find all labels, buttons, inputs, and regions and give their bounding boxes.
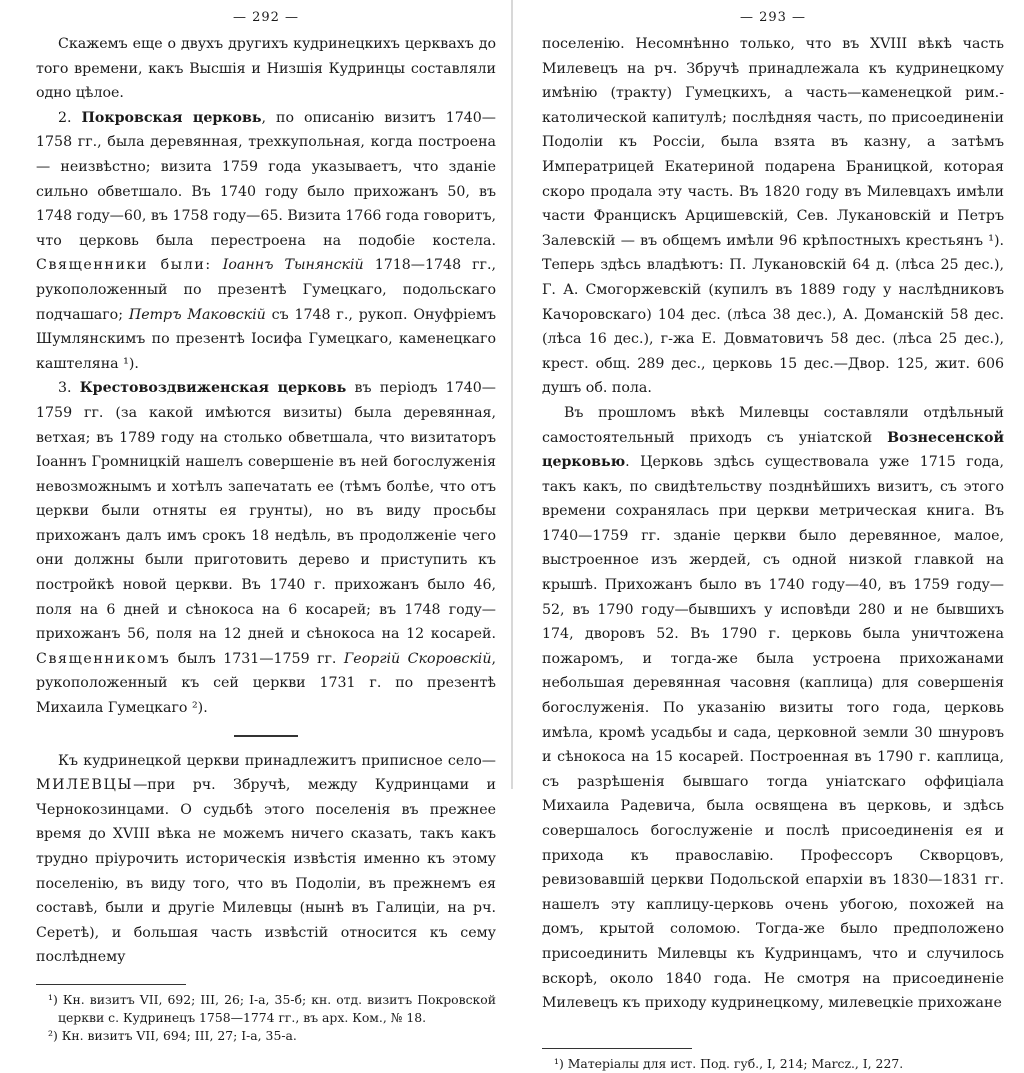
section-separator	[234, 735, 298, 737]
footnote: ¹) Кн. визитъ VII, 692; III, 26; I-а, 35-б; кн. отд. визитъ Покровской церкви с. Кудринецъ 1758—1774 гг., въ арх. Ком., № 18.	[48, 991, 496, 1025]
church-name: Вознесенской церковью	[542, 429, 1004, 471]
footnote-rule	[542, 1048, 692, 1049]
page-body	[36, 32, 496, 970]
footnote-rule	[36, 984, 186, 985]
section-heading: Крестовоздвиженская церковь	[79, 380, 347, 397]
left-page	[0, 0, 512, 1043]
right-page	[512, 0, 1024, 1071]
paragraph: 3. Крестовоздвиженская церковь въ періодъ 1740—1759 гг. (за какой имѣются визиты) была деревянная, ветхая; въ 1789 году на столько обветшала, что визитаторъ Іоаннъ Громницкій нашелъ совершеніе въ ней богослуженія невозможнымъ и хотѣлъ запечатать ее (тѣмъ болѣе, что отъ церкви были отняты ея грунты), но въ виду просьбы прихожанъ далъ имъ срокъ 18 недѣль, въ продолженіе чего они должны были приготовить дерево и приступить къ постройкѣ новой церкви. Въ 1740 г. прихожанъ было 46, поля на 6 дней и сѣнокоса на 6 косарей; въ 1748 году—прихожанъ 56, поля на 12 дней и сѣнокоса на 12 косарей. Священникомъ былъ 1731—1759 гг. Георгій Скоровскій, рукоположенный къ сей церкви 1731 г. по презентѣ Михаила Гумецкаго ²).	[36, 380, 496, 717]
paragraph: Скажемъ еще о двухъ другихъ кудринецкихъ церквахъ до того времени, какъ Высшія и Низшія Кудринцы составляли одно цѣлое.	[36, 36, 496, 102]
person-name: Іоаннъ Тынянскій	[222, 257, 364, 274]
footnote: ¹) Матеріалы для ист. Под. губ., I, 214; Marcz., I, 227.	[554, 1055, 904, 1071]
village-name: МИЛЕВЦЫ	[36, 777, 134, 794]
paragraph: поселенію. Несомнѣнно только, что въ XVIII вѣкѣ часть Милевецъ на рч. Збручѣ принадлежала къ кудринецкому имѣнію (тракту) Гумецкихъ, а часть—каменецкой рим.-католической капитулѣ; послѣдняя часть, по присоединеніи Подоліи къ Россіи, была взята въ казну, а затѣмъ Императрицей Екатериной подарена Браницкой, которая скоро продала эту часть. Въ 1820 году въ Милевцахъ имѣли части Францискъ Арцишевскій, Сев. Лукановскій и Петръ Залевскій — въ общемъ имѣли 96 крѣпостныхъ крестьянъ ¹). Теперь здѣсь владѣютъ: П. Лукановскій 64 д. (лѣса 25 дес.), Г. А. Смогоржевскій (купилъ въ 1889 году у наслѣдниковъ Качоровскаго) 104 дес. (лѣса 38 дес.), А. Доманскій 58 дес. (лѣса 16 дес.), г-жа Е. Довматовичъ 58 дес. (лѣса 25 дес.), крест. общ. 289 дес., церковь 15 дес.—Двор. 125, жит. 606 душъ об. пола.	[542, 36, 1004, 397]
spacer	[542, 1016, 1004, 1034]
page-number: — 293 —	[739, 10, 807, 25]
paragraph: Въ прошломъ вѣкѣ Милевцы составляли отдѣльный самостоятельный приходъ съ уніатской Вознесенской церковью. Церковь здѣсь существовала уже 1715 года, такъ какъ, по свидѣтельству позднѣйшихъ визитъ, съ этого времени сохранялась при церкви метрическая книга. Въ 1740—1759 гг. зданіе церкви было деревянное, малое, выстроенное изъ жердей, съ одной низкой главкой на крышѣ. Прихожанъ было въ 1740 году—40, въ 1759 году—52, въ 1790 году—бывшихъ у исповѣди 280 и не бывшихъ 174, дворовъ 52. Въ 1790 г. церковь была уничтожена пожаромъ, и тогда-же была устроена прихожанами небольшая деревянная часовня (каплица) для совершенія богослуженія. По указанію визиты того года, церковь имѣла, кромѣ усадьбы и сада, церковной земли 30 шнуровъ и сѣнокоса на 15 косарей. Построенная въ 1790 г. каплица, съ разрѣшенія бывшаго тогда уніатскаго оффиціала Михаила Радевича, была освящена въ церковь, и здѣсь совершалось богослуженіе и послѣ присоединенія ея и прихода къ православію. Профессоръ Скворцовъ, ревизовавшій церкви Подольской епархіи въ 1830—1831 гг. нашелъ эту каплицу-церковь очень убогою, похожей на домъ, крытой соломою. Тогда-же было предположено присоединить Милевцы къ Кудринцамъ, что и случилось вскорѣ, около 1840 года. Не смотря на присоединеніе Милевецъ къ приходу кудринецкому, милевецкіе прихожане	[542, 404, 1004, 1012]
paragraph: Къ кудринецкой церкви принадлежитъ приписное село— МИЛЕВЦЫ—при рч. Збручѣ, между Кудринцами и Чернокозинцами. О судьбѣ этого поселенія въ прежнее время до XVIII вѣка не можемъ ничего сказать, такъ какъ трудно пріурочить историческія извѣстія именно къ этому поселенію, въ виду того, что въ Подоліи, въ прежнемъ ея составѣ, были и другіе Милевцы (нынѣ въ Галиціи, на рч. Серетѣ), и большая часть извѣстій относится къ сему послѣднему	[36, 752, 496, 966]
footnote: ²) Кн. визитъ VII, 694; III, 27; I-а, 35-а.	[48, 1027, 297, 1043]
page-number: — 292 —	[232, 10, 300, 25]
section-heading: Покровская церковь	[81, 109, 262, 126]
paragraph: 2. Покровская церковь, по описанію визитъ 1740—1758 гг., была деревянная, трехкупольная, когда построена — неизвѣстно; визита 1759 года указываетъ, что зданіе сильно обветшало. Въ 1740 году было прихожанъ 50, въ 1748 году—60, въ 1758 году—65. Визита 1766 года говоритъ, что церковь была перестроена на подобіе костела. Священники были: Іоаннъ Тынянскій 1718—1748 гг., рукоположенный по презентѣ Гумецкаго, подольскаго подчашаго; Петръ Маковскій съ 1748 г., рукоп. Онуфріемъ Шумлянскимъ по презентѣ Іосифа Гумецкаго, каменецкаго каштеляна ¹).	[36, 109, 497, 372]
page-body	[542, 32, 1004, 1016]
person-name: Георгій Скоровскій	[343, 650, 492, 667]
person-name: Петръ Маковскій	[128, 306, 266, 323]
